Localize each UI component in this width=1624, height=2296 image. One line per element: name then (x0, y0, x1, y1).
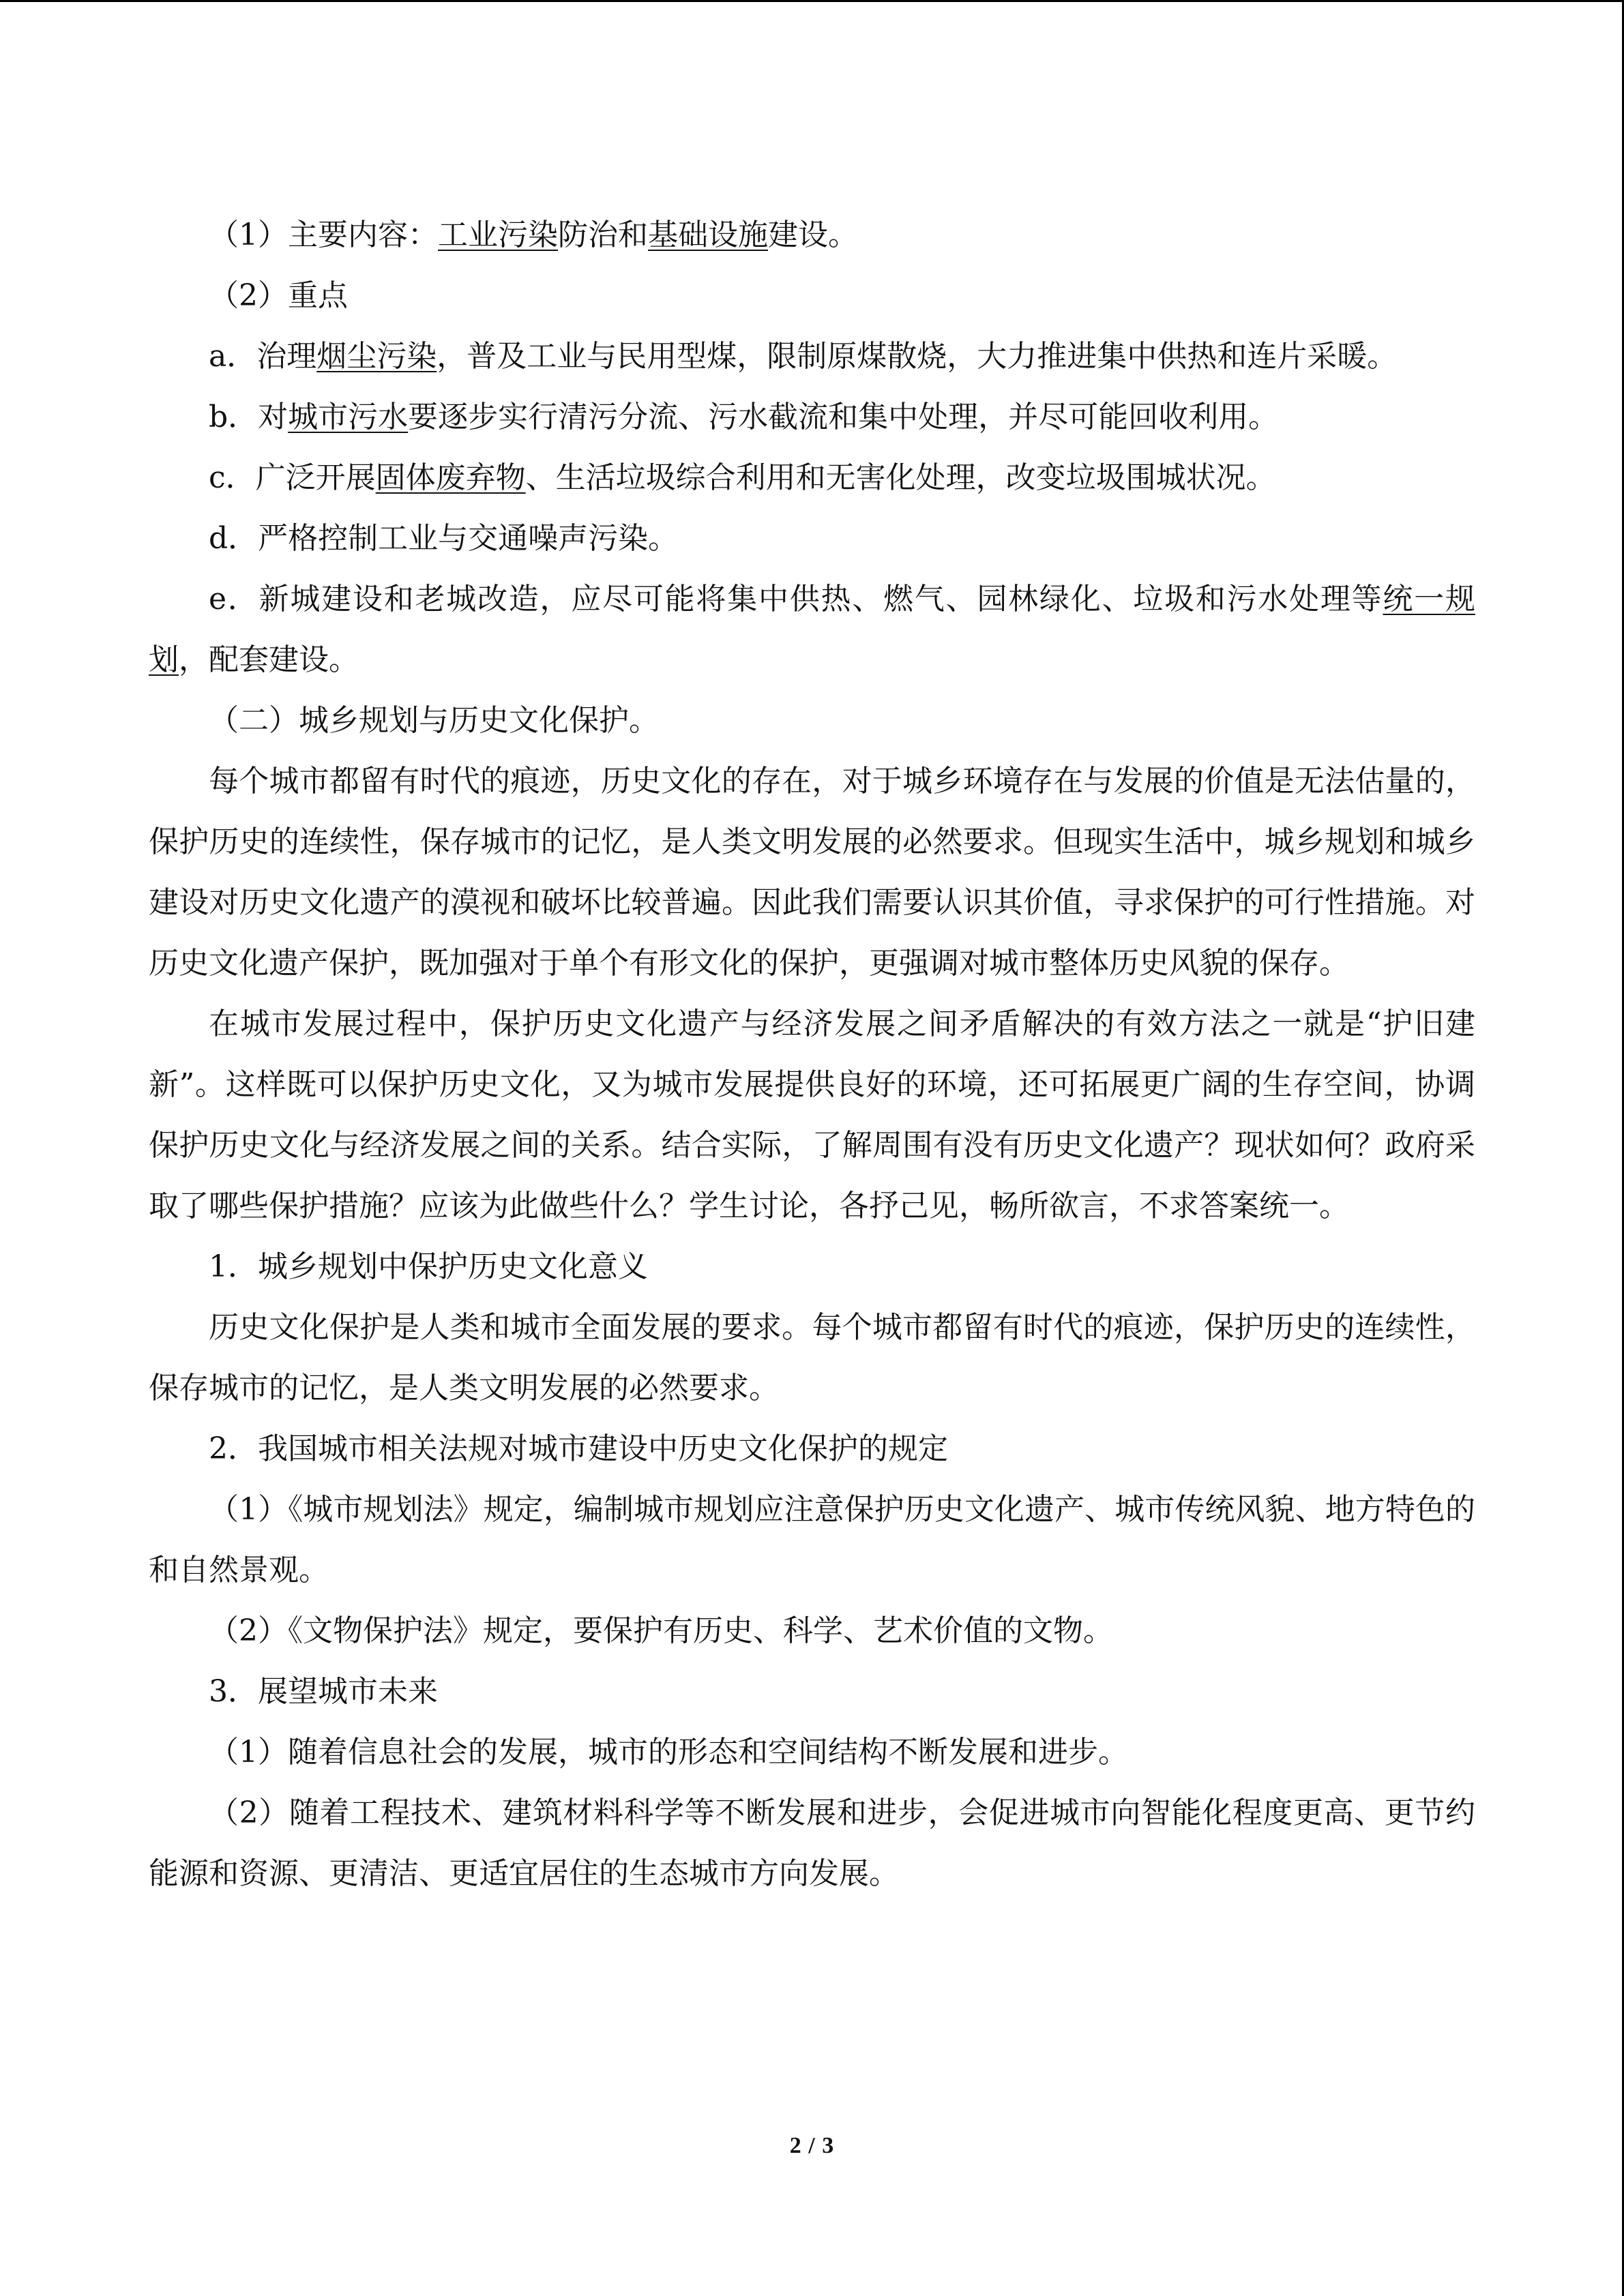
paragraph-key-points-heading: （2）重点 (209, 278, 348, 313)
paragraph-significance: 历史文化保护是人类和城市全面发展的要求。每个城市都留有时代的痕迹，保护历史的连续性，保存城市的记忆，是人类文明发展的必然要求。 (149, 1310, 1475, 1405)
underlined-term: 统一规划 (149, 582, 1476, 677)
underlined-term: 工业污染 (438, 218, 558, 252)
paragraph-item-c: c．广泛开展固体废弃物、生活垃圾综合利用和无害化处理，改变垃圾围城状况。 (209, 460, 1276, 495)
paragraph-item-a: a．治理烟尘污染，普及工业与民用型煤，限制原煤散烧，大力推进集中供热和连片采暖。 (209, 339, 1398, 374)
underlined-term: 固体废弃物 (375, 460, 526, 495)
paragraph-relics-law: （2）《文物保护法》规定，要保护有历史、科学、艺术价值的文物。 (209, 1613, 1113, 1648)
underlined-term: 基础设施 (648, 218, 768, 252)
paragraph-heritage-intro: 每个城市都留有时代的痕迹，历史文化的存在，对于城乡环境存在与发展的价值是无法估量的，保护历史的连续性，保存城市的记忆，是人类文明发展的必然要求。但现实生活中，城乡规划和城乡建设对历史文化遗产的漠视和破坏比较普遍。因此我们需要认识其价值，寻求保护的可行性措施。对历史文化遗产保护，既加强对于单个有形文化的保护，更强调对城市整体历史风貌的保存。 (149, 764, 1475, 981)
heading-future: 3．展望城市未来 (209, 1674, 438, 1709)
paragraph-item-d: d．严格控制工业与交通噪声污染。 (209, 521, 679, 556)
paragraph-item-e: e．新城建设和老城改造，应尽可能将集中供热、燃气、园林绿化、垃圾和污水处理等统一规划，配套建设。 (149, 582, 1476, 677)
section-heading-heritage: （二）城乡规划与历史文化保护。 (209, 703, 659, 738)
underlined-term: 烟尘污染 (316, 339, 437, 374)
paragraph-item-b: b．对城市污水要逐步实行清污分流、污水截流和集中处理，并尽可能回收利用。 (209, 400, 1279, 434)
paragraph-protect-old-build-new: 在城市发展过程中，保护历史文化遗产与经济发展之间矛盾解决的有效方法之一就是“护旧建新”。这样既可以保护历史文化，又为城市发展提供良好的环境，还可拓展更广阔的生存空间，协调保护历史文化与经济发展之间的关系。结合实际，了解周围有没有历史文化遗产？现状如何？政府采取了哪些保护措施？应该为此做些什么？学生讨论，各抒己见，畅所欲言，不求答案统一。 (149, 1007, 1475, 1223)
paragraph-planning-law: （1）《城市规划法》规定，编制城市规划应注意保护历史文化遗产、城市传统风貌、地方特色的和自然景观。 (149, 1492, 1475, 1587)
heading-regulations: 2．我国城市相关法规对城市建设中历史文化保护的规定 (209, 1431, 948, 1466)
paragraph-future-1: （1）随着信息社会的发展，城市的形态和空间结构不断发展和进步。 (209, 1735, 1128, 1770)
paragraph-main-content: （1）主要内容：工业污染防治和基础设施建设。 (209, 218, 858, 252)
underlined-term: 城市污水 (288, 400, 409, 434)
page-border-top (0, 0, 1624, 2)
page-number: 2 / 3 (789, 2133, 835, 2158)
document-body (149, 205, 1475, 1904)
heading-significance: 1．城乡规划中保护历史文化意义 (209, 1249, 648, 1284)
paragraph-future-2: （2）随着工程技术、建筑材料科学等不断发展和进步，会促进城市向智能化程度更高、更节约能源和资源、更清洁、更适宜居住的生态城市方向发展。 (149, 1795, 1475, 1891)
